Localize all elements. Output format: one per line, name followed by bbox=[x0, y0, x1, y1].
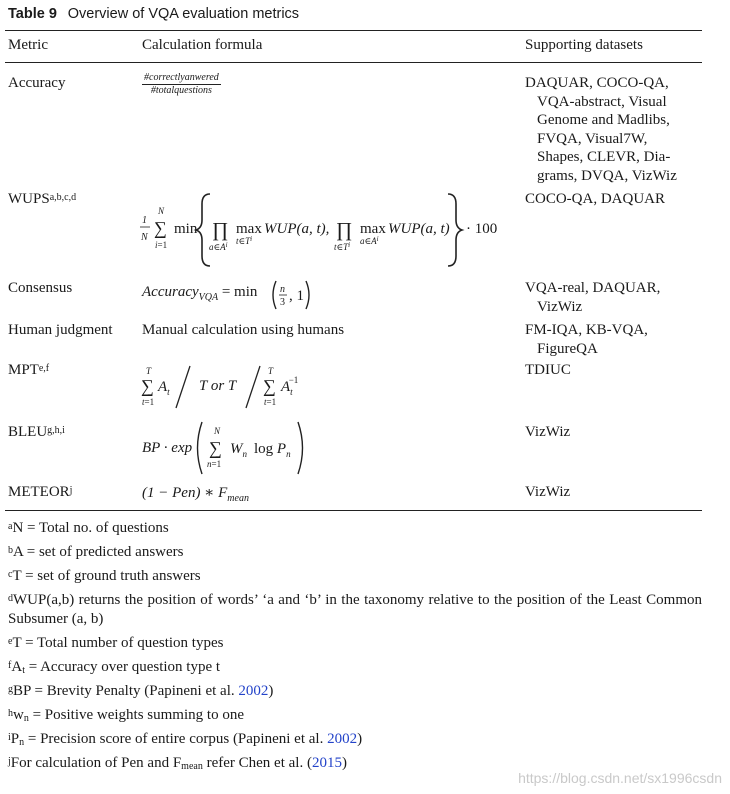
svg-text:N: N bbox=[158, 206, 165, 216]
footnote-mark: a bbox=[8, 521, 13, 532]
formula-consensus bbox=[142, 284, 257, 303]
table-title: Overview of VQA evaluation metrics bbox=[67, 6, 300, 22]
footnote-rest: = Positive weights summing to one bbox=[28, 707, 244, 723]
footnote-text: A = set of predicted answers bbox=[13, 544, 184, 560]
footnote-f bbox=[8, 658, 708, 677]
svg-text:∏: ∏ bbox=[336, 219, 353, 241]
footnote-marks: g,h,i bbox=[47, 425, 65, 436]
dataset-line: VizWiz bbox=[525, 424, 571, 440]
header-formula: Calculation formula bbox=[142, 37, 263, 53]
dataset-line: Genome and Madlibs, bbox=[537, 112, 670, 128]
dataset-line: FM-IQA, KB-VQA, bbox=[525, 322, 648, 338]
svg-text:max: max bbox=[360, 221, 386, 237]
dataset-line: FVQA, Visual7W, bbox=[537, 130, 648, 147]
footnote-sub: n bbox=[19, 737, 25, 748]
metric-wups bbox=[8, 190, 76, 209]
footnote-sub: t bbox=[22, 665, 25, 676]
footnote-d bbox=[8, 591, 702, 629]
bleu-prefix: BP · exp bbox=[142, 440, 193, 456]
dataset-line: grams, DVQA, VizWiz bbox=[537, 167, 677, 184]
svg-text:min: min bbox=[174, 221, 198, 237]
svg-text:t=1: t=1 bbox=[264, 397, 277, 407]
footnote-mark: b bbox=[8, 545, 13, 556]
mpt-middle: T or T bbox=[199, 378, 237, 394]
footnote-sub: mean bbox=[181, 761, 203, 772]
datasets-bleu bbox=[525, 423, 705, 442]
metric-accuracy bbox=[8, 74, 65, 93]
footnote-text: BP = Brevity Penalty (Papineni et al. bbox=[13, 683, 239, 699]
footnote-after: ) bbox=[268, 683, 274, 699]
watermark: https://blog.csdn.net/sx1996csdn bbox=[518, 770, 722, 786]
footnote-after: ) bbox=[357, 731, 363, 747]
svg-text:T: T bbox=[268, 366, 274, 376]
footnote-e bbox=[8, 634, 708, 653]
table-caption bbox=[8, 6, 299, 23]
footnote-sub: n bbox=[23, 713, 29, 724]
citation-link[interactable]: 2015 bbox=[311, 755, 342, 771]
footnote-text: T = set of ground truth answers bbox=[12, 568, 201, 584]
metric-bleu bbox=[8, 423, 65, 442]
footnote-rest: = Accuracy over question type t bbox=[24, 659, 221, 675]
footnote-mark: i bbox=[8, 732, 11, 743]
datasets-accuracy bbox=[525, 74, 705, 185]
header-metric: Metric bbox=[8, 37, 48, 53]
svg-text:∑: ∑ bbox=[209, 438, 222, 458]
dataset-line: COCO-QA, DAQUAR bbox=[525, 191, 666, 207]
metric-consensus bbox=[8, 279, 72, 298]
consensus-lhs: Accuracy bbox=[142, 284, 199, 300]
citation-link[interactable]: 2002 bbox=[238, 683, 269, 699]
header-rule bbox=[5, 62, 702, 63]
consensus-rhs: = min bbox=[221, 284, 258, 300]
svg-text:∑: ∑ bbox=[263, 376, 276, 396]
consensus-sub: VQA bbox=[198, 292, 219, 303]
svg-text:n: n bbox=[280, 284, 285, 295]
svg-text:∑: ∑ bbox=[154, 218, 167, 238]
svg-text:max: max bbox=[236, 221, 262, 237]
svg-text:∏: ∏ bbox=[212, 219, 229, 241]
footnote-text: A bbox=[11, 659, 23, 675]
formula-meteor bbox=[142, 483, 249, 504]
footnote-mark: c bbox=[8, 569, 13, 580]
dataset-line: TDIUC bbox=[525, 362, 571, 378]
svg-text:3: 3 bbox=[280, 297, 285, 308]
header-datasets: Supporting datasets bbox=[525, 37, 643, 53]
citation-link[interactable]: 2002 bbox=[327, 731, 358, 747]
footnote-text: N = Total no. of questions bbox=[12, 520, 169, 536]
metric-name: Accuracy bbox=[8, 75, 66, 91]
svg-text:t=1: t=1 bbox=[142, 397, 155, 407]
svg-text:At: $A_t$ bbox=[158, 379, 170, 397]
datasets-wups bbox=[525, 190, 705, 209]
footnote-b bbox=[8, 543, 708, 562]
dataset-line: VQA-real, DAQUAR, bbox=[525, 280, 661, 296]
formula-denominator: #totalquestions bbox=[150, 85, 212, 96]
svg-text:i=1: i=1 bbox=[155, 240, 168, 250]
formula-human-judgment: Manual calculation using humans bbox=[142, 322, 345, 338]
footnote-text: For calculation of Pen and F bbox=[10, 755, 182, 771]
footnote-mark: j bbox=[8, 756, 11, 767]
formula-bleu bbox=[192, 420, 312, 476]
bottom-rule bbox=[5, 510, 702, 511]
footnote-g bbox=[8, 682, 708, 701]
footnote-mark: f bbox=[8, 660, 12, 671]
svg-text:n=1: n=1 bbox=[207, 459, 222, 469]
table-label: Table 9 bbox=[8, 6, 57, 22]
datasets-consensus bbox=[525, 279, 705, 316]
footnote-i bbox=[8, 730, 708, 749]
svg-text:Wn: $W_n$ bbox=[230, 441, 247, 459]
footnote-marks: e,f bbox=[38, 363, 50, 374]
formula-numerator: #correctlyanwered bbox=[144, 72, 219, 83]
metric-name: METEOR bbox=[8, 484, 70, 500]
footnote-marks: j bbox=[69, 485, 73, 496]
svg-text:T: T bbox=[146, 366, 152, 376]
svg-text:log Pn: $\log P_n$ bbox=[254, 441, 291, 459]
dataset-line: VizWiz bbox=[525, 484, 571, 500]
footnote-mark: d bbox=[8, 593, 13, 604]
wups-scale: · 100 bbox=[466, 221, 498, 237]
top-rule bbox=[5, 30, 702, 31]
metric-name: Human judgment bbox=[8, 322, 113, 338]
dataset-line: FigureQA bbox=[537, 340, 598, 357]
metric-name: WUPS bbox=[8, 191, 50, 207]
footnote-marks: a,b,c,d bbox=[49, 192, 77, 203]
metric-name: MPT bbox=[8, 362, 39, 378]
formula-accuracy bbox=[142, 72, 221, 97]
svg-text:t∈Ti: $t\in T^i$ bbox=[334, 241, 351, 252]
footnote-a bbox=[8, 519, 708, 538]
svg-text:a∈Ai: $a\in A^i$ bbox=[209, 241, 228, 252]
metric-meteor bbox=[8, 483, 72, 502]
footnote-text: WUP(a,b) returns the position of words’ ‘a and ‘b’ in the taxonomy relative to the position of the Least Common Subsumer (a, b) bbox=[8, 592, 702, 627]
footnote-text: w bbox=[13, 707, 24, 723]
meteor-text: (1 − Pen) ∗ F bbox=[142, 485, 228, 501]
formula-wups bbox=[138, 190, 508, 272]
footnote-rest: = Precision score of entire corpus (Papineni et al. bbox=[24, 731, 328, 747]
footnote-h bbox=[8, 706, 708, 725]
footnote-rest: refer Chen et al. ( bbox=[202, 755, 312, 771]
svg-text:N: N bbox=[214, 426, 221, 436]
meteor-sub: mean bbox=[227, 493, 249, 504]
footnote-after: ) bbox=[341, 755, 347, 771]
dataset-line: VQA-abstract, Visual bbox=[537, 93, 667, 110]
footnote-mark: e bbox=[8, 636, 13, 647]
datasets-mpt bbox=[525, 361, 705, 380]
svg-text:t∈Ti: $t\in T^i$ bbox=[236, 235, 253, 246]
datasets-meteor bbox=[525, 483, 705, 502]
svg-text:At−1: $A_t-1$ bbox=[281, 375, 299, 397]
svg-text:1: 1 bbox=[142, 215, 147, 226]
svg-text:, 1: , 1 bbox=[289, 288, 304, 304]
svg-text:WUP(a, t),: WUP(a, t), bbox=[264, 221, 330, 237]
dataset-line: DAQUAR, COCO-QA, bbox=[525, 75, 669, 91]
footnote-mark: h bbox=[8, 708, 13, 719]
metric-human-judgment bbox=[8, 321, 113, 340]
svg-text:WUP(a, t): WUP(a, t) bbox=[388, 221, 450, 237]
datasets-human-judgment bbox=[525, 321, 705, 358]
metric-name: Consensus bbox=[8, 280, 73, 296]
consensus-args bbox=[270, 279, 320, 311]
svg-text:∑: ∑ bbox=[141, 376, 154, 396]
metric-name: BLEU bbox=[8, 424, 48, 440]
footnote-text: T = Total number of question types bbox=[12, 635, 224, 651]
footnote-c bbox=[8, 567, 708, 586]
svg-text:a∈Ai: $a\in A^i$ bbox=[360, 235, 379, 246]
dataset-line: Shapes, CLEVR, Dia- bbox=[537, 149, 671, 165]
footnote-text: P bbox=[10, 731, 20, 747]
dataset-line: VizWiz bbox=[537, 298, 583, 315]
metric-mpt bbox=[8, 361, 49, 380]
svg-text:N: N bbox=[141, 232, 148, 243]
footnote-mark: g bbox=[8, 684, 13, 695]
